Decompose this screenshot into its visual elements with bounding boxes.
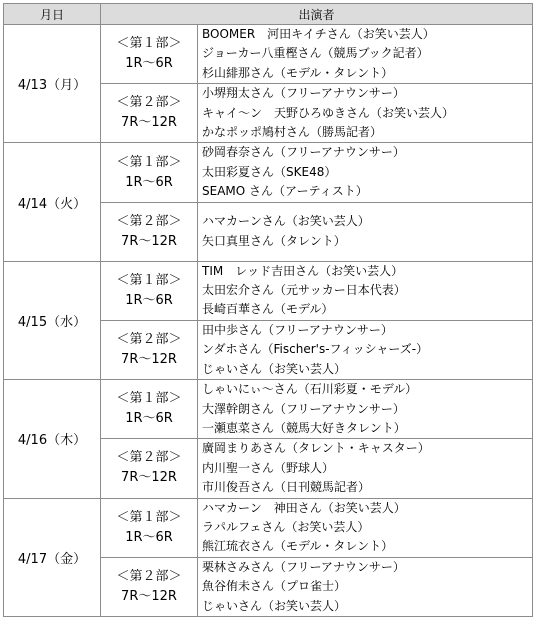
schedule-row xyxy=(4,498,533,557)
session-cell xyxy=(101,25,198,84)
session-label: ＜第２部＞ xyxy=(116,95,182,111)
cast-cell xyxy=(198,380,533,439)
cast-member: じゃいさん（お笑い芸人） xyxy=(202,598,347,613)
session-label: ＜第２部＞ xyxy=(116,568,182,584)
session-label: ＜第２部＞ xyxy=(116,213,182,229)
cast-member: 小堺翔太さん（フリーアナウンサー） xyxy=(202,86,405,101)
race-range: 7R～12R xyxy=(121,588,177,604)
cast-member: ジョーカー八重樫さん（競馬ブック記者） xyxy=(202,46,429,61)
cast-member: 杉山緋那さん（モデル・タレント） xyxy=(202,65,394,80)
header-cast: 出演者 xyxy=(101,4,533,25)
cast-member: BOOMER 河田キイチさん（お笑い芸人） xyxy=(202,27,435,41)
cast-member: 太田宏介さん（元サッカー日本代表） xyxy=(202,283,406,298)
race-range: 1R～6R xyxy=(125,174,173,190)
session-cell xyxy=(101,439,198,498)
cast-member: 長崎百華さん（モデル） xyxy=(202,302,334,317)
cast-cell xyxy=(198,261,533,320)
cast-cell xyxy=(198,320,533,379)
cast-member: 矢口真里さん（タレント） xyxy=(202,233,346,248)
session-label: ＜第１部＞ xyxy=(116,154,182,170)
session-label: ＜第１部＞ xyxy=(116,36,182,52)
cast-member: 廣岡まりあさん（タレント・キャスター） xyxy=(202,441,430,456)
cast-member: 内川聖一さん（野球人） xyxy=(202,460,335,475)
session-cell xyxy=(101,320,198,379)
session-label: ＜第１部＞ xyxy=(116,272,182,288)
cast-member: SEAMO さん（アーティスト） xyxy=(202,184,368,199)
date-cell: 4/16（木） xyxy=(4,380,101,498)
date-cell: 4/15（水） xyxy=(4,261,101,379)
cast-member: 田中歩さん（フリーアナウンサー） xyxy=(202,322,393,337)
cast-cell xyxy=(198,143,533,202)
cast-cell xyxy=(198,498,533,557)
session-label: ＜第１部＞ xyxy=(116,391,182,407)
header-row xyxy=(4,4,533,25)
race-range: 7R～12R xyxy=(121,470,177,486)
schedule-table xyxy=(3,3,533,617)
session-cell xyxy=(101,202,198,261)
cast-cell xyxy=(198,439,533,498)
race-range: 7R～12R xyxy=(121,233,177,249)
cast-cell xyxy=(198,557,533,616)
race-range: 1R～6R xyxy=(125,411,173,427)
session-cell xyxy=(101,261,198,320)
schedule-row xyxy=(4,25,533,84)
race-range: 7R～12R xyxy=(121,115,177,131)
cast-member: 太田彩夏さん（SKE48） xyxy=(202,164,337,179)
session-cell xyxy=(101,498,198,557)
session-cell xyxy=(101,380,198,439)
cast-member: かなポッポ鳩村さん（勝馬記者） xyxy=(202,125,383,140)
cast-member: 魚谷侑未さん（プロ雀士） xyxy=(202,579,347,594)
session-cell xyxy=(101,557,198,616)
cast-member: じゃいさん（お笑い芸人） xyxy=(202,361,347,376)
cast-cell xyxy=(198,202,533,261)
cast-member: TIM レッド吉田さん（お笑い芸人） xyxy=(202,263,404,278)
cast-member: ンダホさん（Fischer's-フィッシャーズ-） xyxy=(202,342,429,357)
cast-member: ハマカーンさん（お笑い芸人） xyxy=(202,214,370,229)
cast-cell xyxy=(198,25,533,84)
cast-member: 市川俊吾さん（日刊競馬記者） xyxy=(202,480,371,495)
cast-member: ラパルフェさん（お笑い芸人） xyxy=(202,519,370,534)
race-range: 1R～6R xyxy=(125,56,173,72)
race-range: 1R～6R xyxy=(125,292,173,308)
session-label: ＜第２部＞ xyxy=(116,450,182,466)
cast-cell xyxy=(198,84,533,143)
cast-member: 熊江琉衣さん（モデル・タレント） xyxy=(202,539,394,554)
cast-member: キャイ～ン 天野ひろゆきさん（お笑い芸人） xyxy=(202,105,455,120)
schedule-row xyxy=(4,380,533,439)
race-range: 7R～12R xyxy=(121,351,177,367)
race-range: 1R～6R xyxy=(125,529,173,545)
session-cell xyxy=(101,143,198,202)
schedule-body xyxy=(4,25,533,617)
session-label: ＜第１部＞ xyxy=(116,509,182,525)
session-cell xyxy=(101,84,198,143)
session-label: ＜第２部＞ xyxy=(116,331,182,347)
cast-member: 大澤幹朗さん（フリーアナウンサー） xyxy=(202,401,405,416)
cast-member: しゃいにぃ～さん（石川彩夏・モデル） xyxy=(202,382,418,397)
cast-member: 一瀬恵菜さん（競馬大好きタレント） xyxy=(202,420,406,435)
schedule-row xyxy=(4,261,533,320)
header-date: 月日 xyxy=(4,4,101,25)
date-cell: 4/17（金） xyxy=(4,498,101,616)
schedule-row xyxy=(4,143,533,202)
date-cell: 4/13（月） xyxy=(4,25,101,143)
cast-member: 栗林さみさん（フリーアナウンサー） xyxy=(202,559,405,574)
cast-member: ハマカーン 神田さん（お笑い芸人） xyxy=(202,500,406,515)
date-cell: 4/14（火） xyxy=(4,143,101,261)
cast-member: 砂岡春奈さん（フリーアナウンサー） xyxy=(202,145,405,160)
